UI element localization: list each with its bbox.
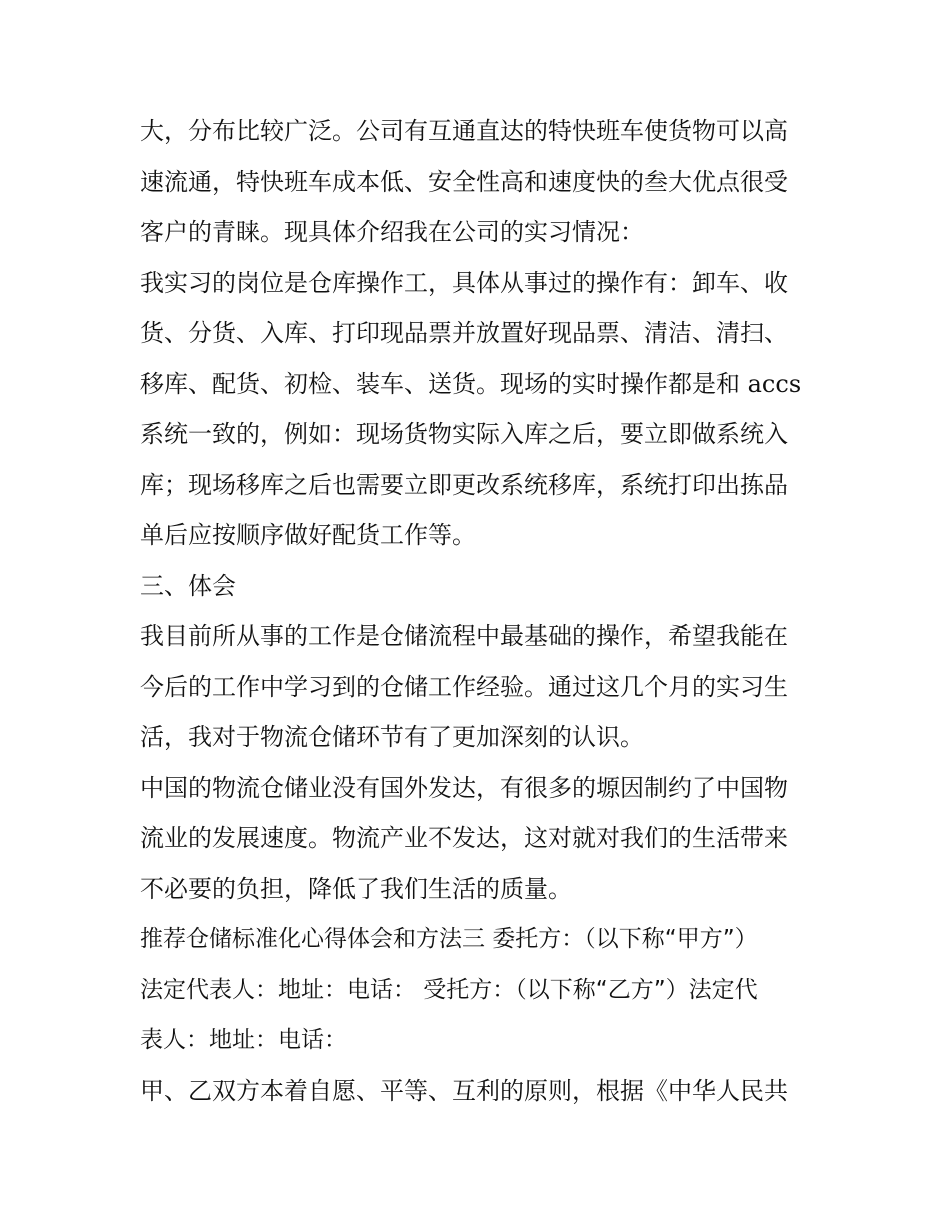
body-line: 库；现场移库之后也需要立即更改系统移库，系统打印出拣品 [140,470,788,499]
body-line: 单后应按顺序做好配货工作等。 [140,521,476,549]
body-line: 表人：地址：电话： [140,1027,347,1053]
body-line: 推荐仓储标准化心得体会和方法三 委托方：（以下称“甲方”） [140,926,758,952]
body-line: 系统一致的，例如：现场货物实际入库之后，要立即做系统入 [140,420,788,448]
body-line: 活，我对于物流仓储环节有了更加深刻的认识。 [140,723,644,751]
body-line: 移库、配货、初检、装车、送货。现场的实时操作都是和 accs [140,369,802,398]
body-line: 流业的发展速度。物流产业不发达，这对就对我们的生活带来 [140,824,788,852]
document-body [140,106,820,1116]
body-line: 客户的青睐。现具体介绍我在公司的实习情况： [140,218,644,246]
body-line: 法定代表人：地址：电话： 受托方：（以下称“乙方”）法定代 [140,976,758,1003]
body-line: 速流通，特快班车成本低、安全性高和速度快的叁大优点很受 [140,167,788,196]
body-line: 我目前所从事的工作是仓储流程中最基础的操作，希望我能在 [140,622,788,650]
body-line: 中国的物流仓储业没有国外发达，有很多的塬因制约了中国物 [140,773,788,802]
section-heading: 三、体会 [140,571,236,600]
body-line: 甲、乙双方本着自愿、平等、互利的原则，根据《中华人民共 [140,1076,788,1105]
body-line: 货、分货、入库、打印现品票并放置好现品票、清洁、清扫、 [140,319,788,347]
body-line: 大，分布比较广泛。公司有互通直达的特快班车使货物可以高 [140,117,788,145]
body-line: 我实习的岗位是仓库操作工，具体从事过的操作有：卸车、收 [140,268,788,297]
body-line: 今后的工作中学习到的仓储工作经验。通过这几个月的实习生 [140,672,788,701]
body-line: 不必要的负担，降低了我们生活的质量。 [140,874,572,903]
